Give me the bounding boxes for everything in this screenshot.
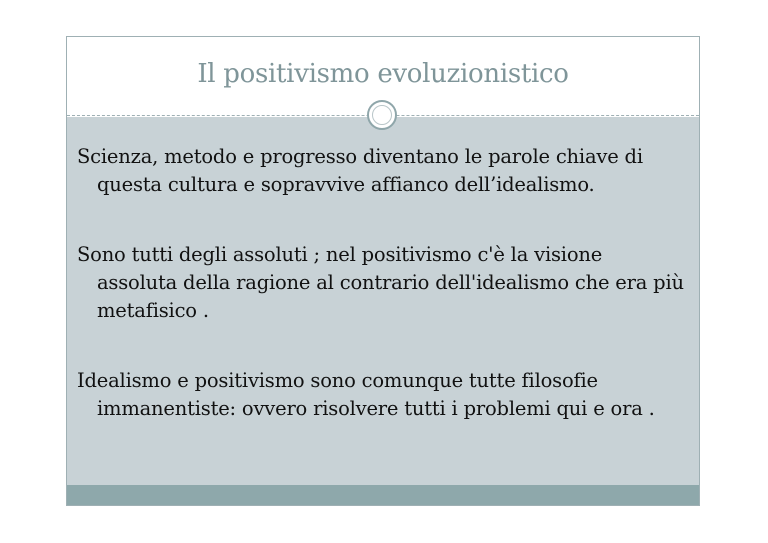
content-area: [67, 117, 699, 485]
slide: [66, 36, 700, 506]
circle-divider-inner-ring: [372, 105, 392, 125]
bullet-item: Scienza, metodo e progresso diventano le parole chiave di questa cultura e sopravvive affianco dell’idealismo.: [77, 145, 643, 196]
slide-title: Il positivismo evoluzionistico: [197, 59, 569, 89]
circle-divider-icon: [367, 100, 397, 130]
bullet-item: Sono tutti degli assoluti ; nel positivismo c'è la visione assoluta della ragione al contrario dell'idealismo che era più metafisico .: [77, 243, 684, 322]
bullet-item: Idealismo e positivismo sono comunque tutte filosofie immanentiste: ovvero risolvere tutti i problemi qui e ora .: [77, 369, 655, 420]
bullet-list: [77, 143, 687, 465]
bottom-bar: [67, 485, 699, 506]
